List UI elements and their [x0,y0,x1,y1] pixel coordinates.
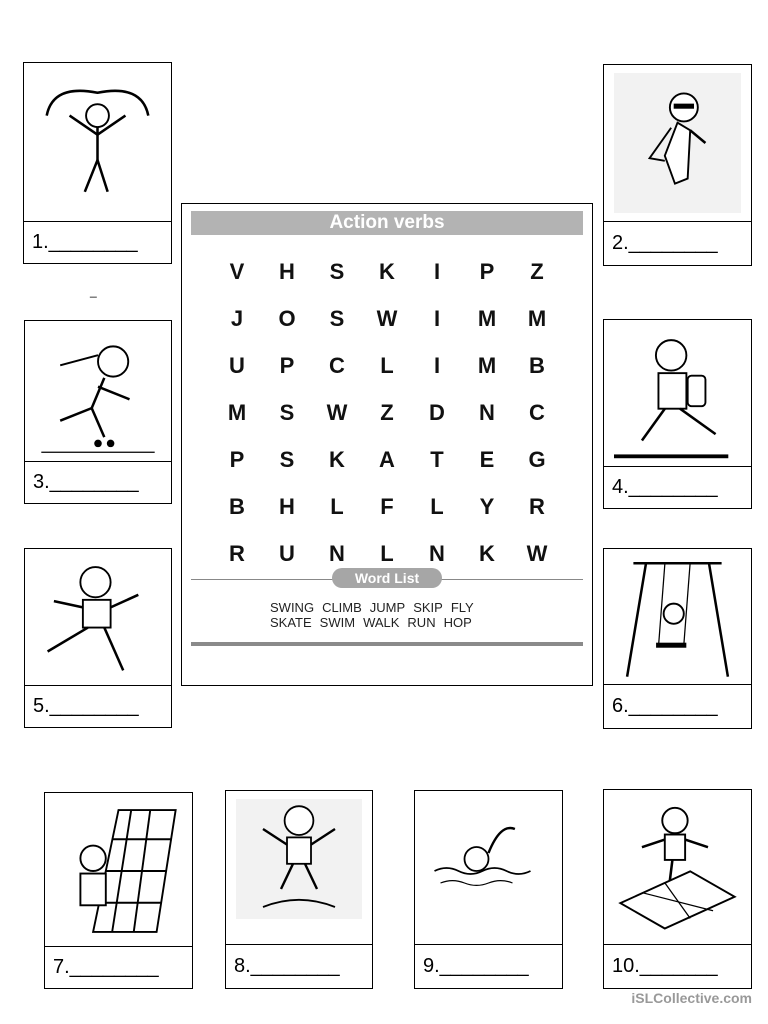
answer-blank-1[interactable]: 1.________ [24,221,171,263]
run-picture [35,557,161,683]
grid-row [212,248,562,295]
grid-cell[interactable]: P [229,446,245,472]
swimming-icon [425,799,552,919]
grid-cell[interactable]: H [279,258,295,284]
word-list-row [270,615,482,630]
word-search-title: Action verbs [191,211,583,235]
word-list-item: WALK [363,615,400,630]
running-girl-icon [35,557,161,683]
picture-card-7 [44,792,193,989]
word-list-item: CLIMB [322,600,362,615]
word-list-item: SWING [270,600,315,615]
grid-cell[interactable]: C [529,399,545,425]
swing-icon [614,557,741,683]
answer-blank-4[interactable]: 4.________ [604,466,751,508]
grid-cell[interactable]: M [527,305,547,331]
grid-cell[interactable]: K [379,258,395,284]
grid-row [212,342,562,389]
word-list-item: SKATE [270,615,312,630]
grid-cell[interactable]: A [379,446,395,472]
superhero-fly-icon [614,73,741,213]
answer-blank-2[interactable]: 2.________ [604,221,751,265]
grid-cell[interactable]: J [230,305,244,331]
picture-card-5 [24,548,172,728]
word-list-item: HOP [443,615,472,630]
grid-cell[interactable]: K [329,446,345,472]
grid-cell[interactable]: T [430,446,444,472]
grid-cell[interactable]: I [433,305,441,331]
site-credit: iSLCollective.com [631,990,752,1006]
grid-cell[interactable]: W [326,399,348,425]
walk-picture [614,328,741,464]
walking-boy-icon [614,328,741,464]
grid-cell[interactable]: I [433,352,441,378]
jump-rope-icon [34,71,161,211]
picture-card-1 [23,62,172,264]
jump-picture [236,799,362,919]
picture-card-6 [603,548,752,729]
grid-cell[interactable]: L [380,540,394,566]
grid-row [212,389,562,436]
grid-row [212,436,562,483]
grid-cell[interactable]: Z [530,258,544,284]
grid-cell[interactable]: H [279,493,295,519]
picture-card-3 [24,320,172,504]
roller-skate-icon [35,329,161,457]
word-list-item: SWIM [319,615,356,630]
grid-cell[interactable]: N [479,399,495,425]
word-list-item: FLY [450,600,474,615]
grid-row [212,295,562,342]
grid-cell[interactable]: M [227,399,247,425]
answer-blank-9[interactable]: 9.________ [415,944,562,988]
answer-blank-6[interactable]: 6.________ [604,684,751,728]
skate-picture [35,329,161,457]
grid-cell[interactable]: Y [479,493,495,519]
swim-picture [425,799,552,919]
hopscotch-icon [614,798,741,932]
grid-cell[interactable]: P [279,352,295,378]
grid-cell[interactable]: S [279,399,295,425]
grid-cell[interactable]: R [229,540,245,566]
word-list-item: RUN [407,615,436,630]
grid-cell[interactable]: B [529,352,545,378]
grid-cell[interactable]: L [330,493,344,519]
grid-cell[interactable]: M [477,352,497,378]
grid-cell[interactable]: W [526,540,548,566]
grid-cell[interactable]: N [329,540,345,566]
grid-cell[interactable]: S [329,258,345,284]
word-list [270,600,482,630]
grid-cell[interactable]: R [529,493,545,519]
grid-cell[interactable]: O [278,305,296,331]
grid-cell[interactable]: S [329,305,345,331]
picture-card-2 [603,64,752,266]
grid-cell[interactable]: Z [380,399,394,425]
picture-card-4 [603,319,752,509]
word-list-item: SKIP [413,600,443,615]
grid-cell[interactable]: L [380,352,394,378]
word-list-label: Word List [332,568,442,588]
grid-cell[interactable]: U [229,352,245,378]
hop-picture [614,798,741,932]
picture-card-8 [225,790,373,989]
grid-cell[interactable]: B [229,493,245,519]
grid-cell[interactable]: M [477,305,497,331]
grid-cell[interactable]: W [376,305,398,331]
grid-cell[interactable]: I [433,258,441,284]
word-search-panel [181,203,593,686]
word-search-bottom-bar [191,642,583,646]
answer-blank-10[interactable]: 10._______ [604,944,751,988]
grid-cell[interactable]: D [429,399,445,425]
answer-blank-8[interactable]: 8.________ [226,944,372,988]
word-list-row [270,600,482,615]
grid-cell[interactable]: N [429,540,445,566]
grid-cell[interactable]: L [430,493,444,519]
climb-picture [55,801,182,941]
picture-card-10 [603,789,752,989]
grid-row [212,483,562,530]
grid-cell[interactable]: K [479,540,495,566]
jumping-girl-icon [236,799,362,919]
answer-blank-7[interactable]: 7.________ [45,946,192,988]
climbing-net-icon [55,801,182,941]
fly-picture [614,73,741,213]
grid-cell[interactable]: U [279,540,295,566]
grid-cell[interactable]: G [528,446,546,472]
answer-blank-3[interactable]: 3.________ [25,461,171,503]
word-list-item: JUMP [369,600,406,615]
grid-cell[interactable]: C [329,352,345,378]
swing-picture [614,557,741,683]
stray-mark: _ [90,284,97,298]
grid-cell[interactable]: E [479,446,495,472]
grid-cell[interactable]: F [380,493,394,519]
grid-cell[interactable]: V [229,258,245,284]
answer-blank-5[interactable]: 5.________ [25,685,171,727]
picture-card-9 [414,790,563,989]
grid-cell[interactable]: P [479,258,495,284]
letter-grid [212,248,562,577]
jump-rope-picture [34,71,161,211]
grid-cell[interactable]: S [279,446,295,472]
